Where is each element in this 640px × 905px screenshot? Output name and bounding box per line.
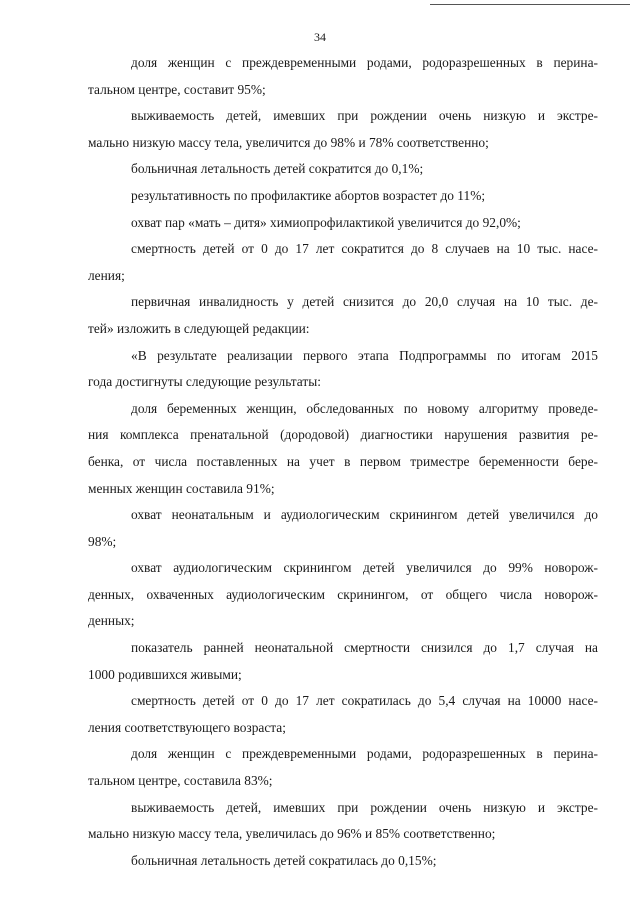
page-number: 34 (314, 30, 326, 44)
paragraph-line: охват аудиологическим скринингом детей увеличился до 99% новорож- (131, 560, 598, 576)
paragraph (88, 502, 598, 555)
paragraph (88, 396, 598, 502)
paragraph-line: года достигнуты следующие результаты: (88, 374, 321, 390)
paragraph (88, 236, 598, 289)
paragraph (88, 210, 598, 237)
paragraph-line: ления; (88, 267, 125, 283)
paragraph-line: денных, охваченных аудиологическим скринингом, от общего числа новорож- (88, 586, 598, 602)
paragraph-line: результативность по профилактике абортов возрастет до 11%; (131, 187, 486, 203)
paragraph (88, 555, 598, 635)
paragraph-line: выживаемость детей, имевших при рождении очень низкую и экстре- (131, 799, 598, 815)
paragraph-line: больничная летальность детей сократится до 0,1%; (131, 161, 424, 177)
paragraph-line: «В результате реализации первого этапа Подпрограммы по итогам 2015 (131, 347, 598, 363)
paragraph-line: первичная инвалидность у детей снизится до 20,0 случая на 10 тыс. де- (131, 294, 598, 310)
paragraph-line: доля женщин с преждевременными родами, родоразрешенных в перина- (131, 55, 598, 70)
paragraph-line: смертность детей от 0 до 17 лет сократилась до 5,4 случая на 10000 насе- (131, 693, 598, 709)
paragraph-line: 98%; (88, 533, 117, 549)
paragraph-line: менных женщин составила 91%; (88, 480, 275, 496)
paragraph-line: ния комплекса пренатальной (дородовой) диагностики нарушения развития ре- (88, 427, 598, 443)
paragraph-line: охват пар «мать – дитя» химиопрофилактикой увеличится до 92,0%; (131, 214, 521, 230)
paragraph (88, 50, 598, 103)
paragraph-line: смертность детей от 0 до 17 лет сократится до 8 случаев на 10 тыс. насе- (131, 241, 598, 257)
paragraph-line: доля беременных женщин, обследованных по новому алгоритму проведе- (131, 400, 598, 416)
paragraph-line: показатель ранней неонатальной смертности снизился до 1,7 случая на (131, 640, 598, 656)
paragraph-line: 1000 родившихся живыми; (88, 666, 242, 682)
paragraph-line: охват неонатальным и аудиологическим скринингом детей увеличился до (131, 507, 598, 523)
paragraph-line: доля женщин с преждевременными родами, родоразрешенных в перина- (131, 746, 598, 762)
paragraph-line: тей» изложить в следующей редакции: (88, 320, 310, 336)
paragraph (88, 848, 598, 875)
paragraph-line: денных; (88, 613, 135, 629)
paragraph-line: тальном центре, составила 83%; (88, 773, 273, 789)
paragraph (88, 343, 598, 396)
document-body (88, 50, 598, 874)
paragraph-line: бенка, от числа поставленных на учет в первом триместре беременности бере- (88, 453, 598, 469)
paragraph-line: мально низкую массу тела, увеличится до 98% и 78% соответственно; (88, 134, 489, 150)
paragraph (88, 156, 598, 183)
paragraph (88, 635, 598, 688)
paragraph-line: мально низкую массу тела, увеличилась до 96% и 85% соответственно; (88, 826, 496, 842)
paragraph (88, 103, 598, 156)
paragraph (88, 795, 598, 848)
paragraph-line: тальном центре, составит 95%; (88, 81, 266, 97)
paragraph (88, 688, 598, 741)
paragraph (88, 741, 598, 794)
paragraph-line: выживаемость детей, имевших при рождении очень низкую и экстре- (131, 108, 598, 124)
top-rule (430, 4, 630, 5)
paragraph-line: больничная летальность детей сократилась до 0,15%; (131, 852, 437, 868)
paragraph (88, 289, 598, 342)
paragraph-line: ления соответствующего возраста; (88, 719, 286, 735)
paragraph (88, 183, 598, 210)
